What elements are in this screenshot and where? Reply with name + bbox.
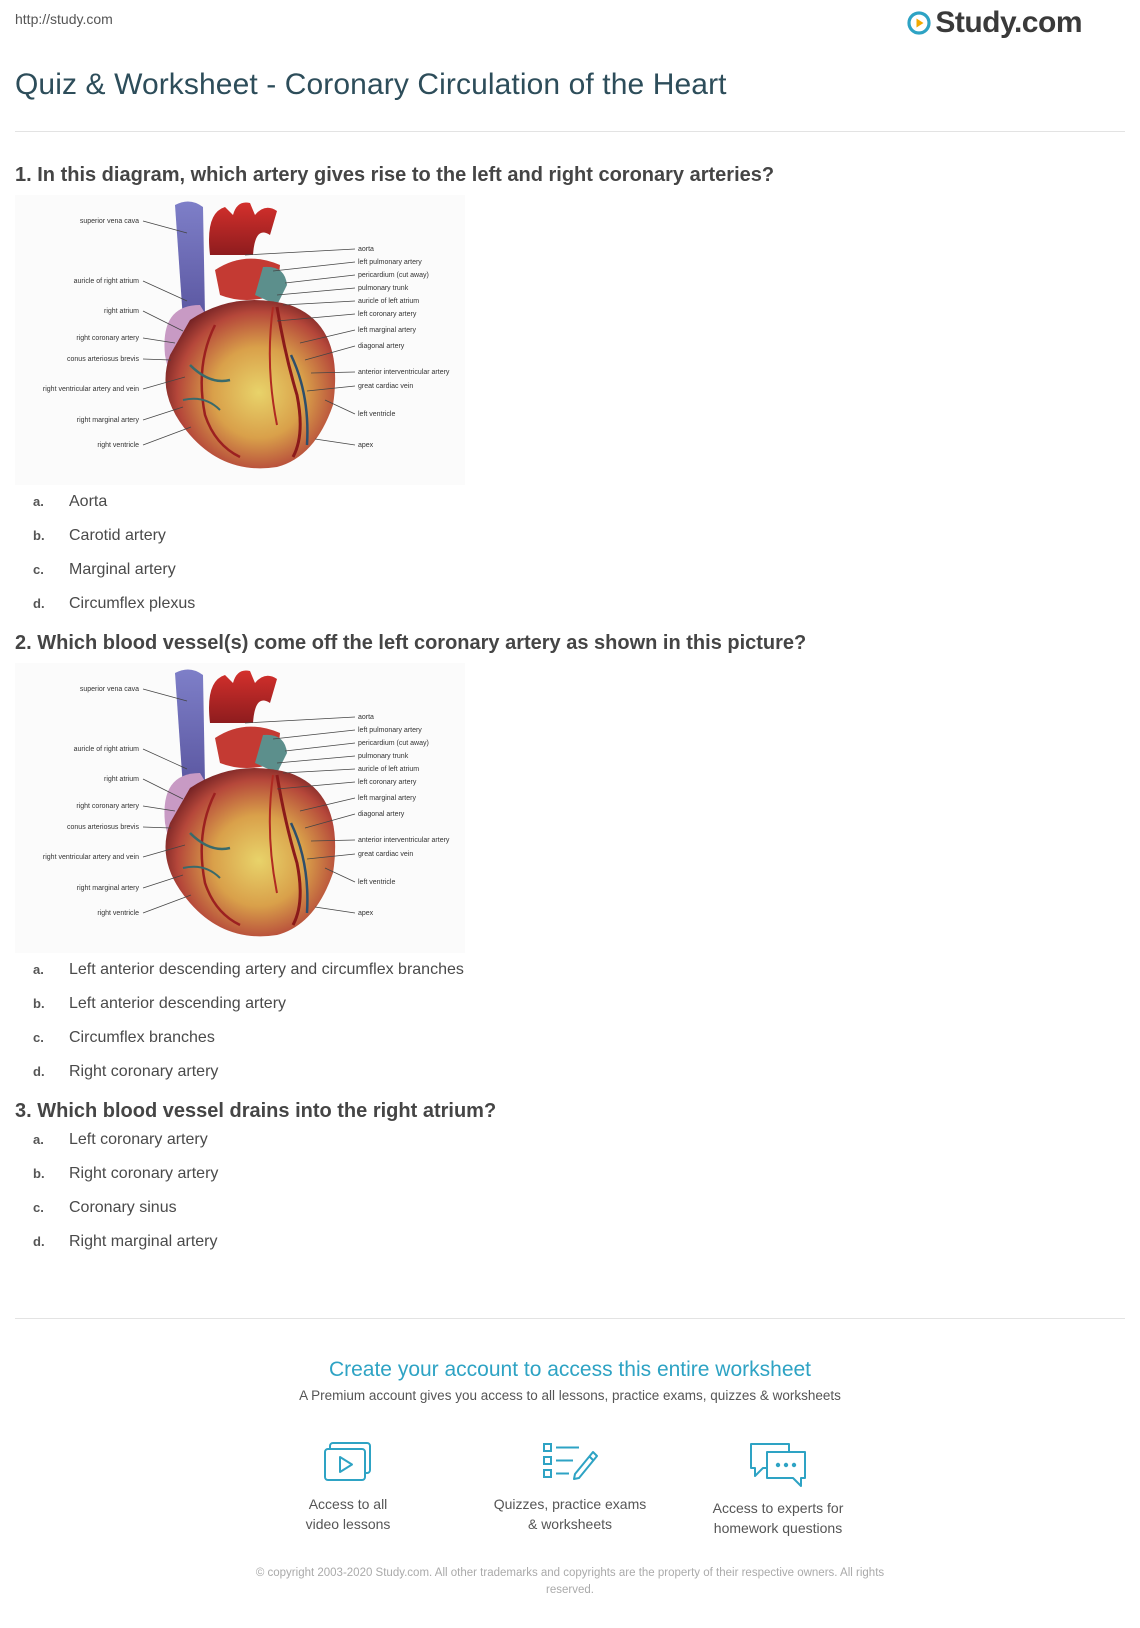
feature-experts [678,1440,878,1538]
option-text: Aorta [69,493,108,510]
option-text: Circumflex plexus [69,595,196,612]
feature-label: & worksheets [527,1516,613,1532]
answer-option-d[interactable] [15,595,1125,629]
option-text: Right coronary artery [69,1063,219,1080]
answer-option-a[interactable] [15,1131,1125,1165]
heart-diagram [15,663,465,953]
option-text: Left anterior descending artery and circumflex branches [69,961,464,978]
question-2 [15,632,1125,1097]
option-letter: c. [33,1030,44,1045]
answer-option-a[interactable] [15,961,1125,995]
answer-options [15,1131,1125,1267]
option-text: Carotid artery [69,527,166,544]
option-text: Circumflex branches [69,1029,215,1046]
answer-options [15,961,1125,1097]
option-letter: d. [33,1064,45,1079]
answer-option-d[interactable] [15,1063,1125,1097]
feature-label: Quizzes, practice exams [493,1496,647,1512]
answer-options [15,493,1125,629]
option-text: Left anterior descending artery [69,995,287,1012]
feature-video-lessons [248,1440,448,1534]
feature-label: video lessons [305,1516,391,1532]
feature-list [0,1440,1140,1540]
option-letter: b. [33,1166,45,1181]
answer-option-b[interactable] [15,1165,1125,1199]
feature-label: Access to experts for [712,1500,844,1516]
logo-play-icon [907,11,931,35]
option-letter: d. [33,596,45,611]
cta-title-link[interactable]: Create your account to access this entire worksheet [328,1358,812,1381]
question-3 [15,1100,1125,1267]
option-text: Right marginal artery [69,1233,218,1250]
feature-quizzes [470,1440,670,1534]
question-text: 2. Which blood vessel(s) come off the left coronary artery as shown in this picture? [15,632,807,654]
option-letter: b. [33,528,45,543]
site-url[interactable]: http://study.com [15,11,113,27]
logo-text: Study.com [935,6,1082,39]
option-text: Coronary sinus [69,1199,177,1216]
answer-option-d[interactable] [15,1233,1125,1267]
cta-subtitle: A Premium account gives you access to all lessons, practice exams, quizzes & worksheets [299,1388,841,1403]
answer-option-c[interactable] [15,1029,1125,1063]
option-letter: c. [33,1200,44,1215]
answer-option-b[interactable] [15,995,1125,1029]
option-text: Right coronary artery [69,1165,219,1182]
divider [15,1318,1125,1319]
answer-option-c[interactable] [15,1199,1125,1233]
option-letter: a. [33,1132,44,1147]
option-letter: a. [33,494,44,509]
option-letter: c. [33,562,44,577]
signup-cta [0,1358,1140,1403]
option-letter: d. [33,1234,45,1249]
feature-label: homework questions [713,1520,843,1536]
option-letter: b. [33,996,45,1011]
feature-label: Access to all [308,1496,388,1512]
video-play-icon [322,1440,374,1484]
divider [15,131,1125,132]
chat-bubbles-icon [747,1440,809,1488]
option-letter: a. [33,962,44,977]
study-logo[interactable] [907,6,1082,40]
page-title: Quiz & Worksheet - Coronary Circulation of the Heart [15,68,727,101]
question-text: 1. In this diagram, which artery gives rise to the left and right coronary arteries? [15,164,775,186]
copyright-line: © copyright 2003-2020 Study.com. All other trademarks and copyrights are the property of their respective owners. All rights [255,1567,885,1579]
option-text: Marginal artery [69,561,176,578]
question-text: 3. Which blood vessel drains into the right atrium? [15,1100,497,1122]
question-1 [15,164,1125,629]
checklist-pencil-icon [541,1440,599,1484]
answer-option-a[interactable] [15,493,1125,527]
option-text: Left coronary artery [69,1131,208,1148]
copyright-footer [0,1565,1140,1599]
answer-option-c[interactable] [15,561,1125,595]
copyright-line: reserved. [546,1584,594,1596]
answer-option-b[interactable] [15,527,1125,561]
heart-diagram [15,195,465,485]
